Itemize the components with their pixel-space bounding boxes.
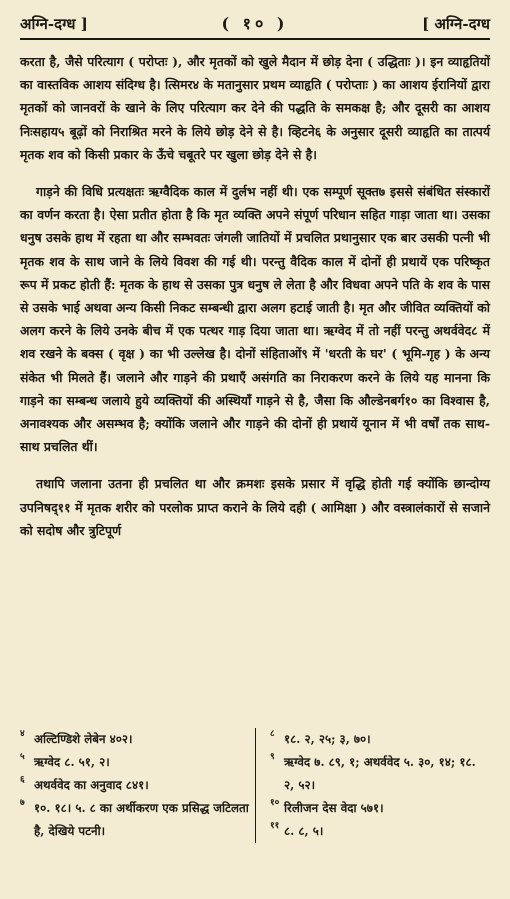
footnotes bbox=[20, 728, 490, 843]
footnote-text: १८. २, २५; ३, ७०। bbox=[284, 732, 371, 746]
paragraph-1: करता है, जैसे परित्याग ( परोप्तः ), और मृतकों को खुले मैदान में छोड़ देना ( उद्धिताः )। इन व्याहृतियों का वास्तविक आशय संदिग्ध है। त्सिमर४ के मतानुसार प्रथम व्याहृति ( परोप्ताः ) का आशय ईरानियों द्वारा मृतकों को जानवरों के खाने के लिए परित्याग कर देने की पद्धति के समकक्ष है; और दूसरी का आशय निःसहाय५ बूढ़ों को निराश्रित मरने के लिये छोड़ देने से है। व्हिटने६ के अनुसार दूसरी व्याहृति का तात्पर्य मृतक शव को किसी प्रकार के ऊँचे चबूतरे पर खुला छोड़ देने से है। bbox=[20, 54, 490, 162]
footnote bbox=[270, 751, 490, 797]
footnote bbox=[270, 797, 490, 820]
footnote bbox=[20, 751, 255, 774]
footnote-text: अथर्ववेद का अनुवाद ८४१। bbox=[34, 778, 149, 792]
footnote bbox=[270, 728, 490, 751]
footnote-number: ७ bbox=[20, 798, 25, 808]
footnote-text: ८. ८, ५। bbox=[284, 824, 324, 838]
paragraph-2: गाड़ने की विधि प्रत्यक्षतः ऋग्वैदिक काल में दुर्लभ नहीं थी। एक सम्पूर्ण सूक्त७ इससे संबंधित संस्कारों का वर्णन करता है। ऐसा प्रतीत होता है कि मृत व्यक्ति अपने संपूर्ण परिधान सहित गाड़ा जाता था। उसका धनुष उसके हाथ में रहता था और सम्भवतः जंगली जातियों में प्रचलित प्रथानुसार एक बार उसकी पत्नी भी मृतक शव के साथ जाने के लिये विवश की गई थी। परन्तु वैदिक काल में दोनों ही प्रथायें एक परिष्कृत रूप में प्रकट होती हैं: मृतक के हाथ से उसका पुत्र धनुष ले लेता है और विधवा अपने पति के शव के पास से उसके भाई अथवा अन्य किसी निकट सम्बन्धी द्वारा अलग हटाई जाती है। मृत और जीवित व्यक्तियों को अलग करने के लिये उनके बीच में एक पत्थर गाड़ दिया जाता था। ऋग्वेद में तो नहीं परन्तु अथर्ववेद८ में शव रखने के बक्स ( वृक्ष ) का भी उल्लेख है। दोनों संहिताओं९ में 'धरती के घर' ( भूमि-गृह ) के अन्य संकेत भी मिलते हैं। जलाने और गाड़ने की प्रथाएँ असंगति का निराकरण करने के लिये यह मानना कि गाड़ने का सम्बन्ध जलाये हुये व्यक्तियों की अस्थियाँ गाड़ने से है, जैसा कि औल्डेनबर्ग१० का विश्वास है, अनावश्यक और असम्भव है; क्योंकि जलाने और गाड़ने की दोनों ही प्रथायें यूनान में भी वर्षों तक साथ-साथ प्रचलित थीं। bbox=[20, 184, 490, 455]
footnotes-right-column bbox=[255, 728, 490, 843]
footnote-text: अल्टिण्डिशे लेबेन ४०२। bbox=[34, 732, 133, 746]
running-header bbox=[20, 12, 490, 40]
footnote-number: ४ bbox=[20, 729, 25, 739]
header-left: अग्नि-दग्ध ] bbox=[20, 15, 88, 33]
footnote bbox=[20, 797, 255, 843]
footnote bbox=[20, 774, 255, 797]
footnote-text: ऋग्वेद ७. ८९, १; अथर्ववेद ५. ३०, १४; १८. २, ५२। bbox=[284, 755, 476, 792]
footnote-number: १० bbox=[270, 798, 280, 808]
footnote-number: ९ bbox=[270, 752, 275, 762]
header-right: [ अग्नि-दग्ध bbox=[422, 15, 490, 33]
footnote bbox=[270, 820, 490, 843]
footnote-text: रिलीजन देस वेदा ५७१। bbox=[284, 801, 384, 815]
body-text bbox=[20, 50, 490, 542]
footnote-number: ६ bbox=[20, 775, 25, 785]
footnote-number: ५ bbox=[20, 752, 25, 762]
footnotes-left-column bbox=[20, 728, 255, 843]
page-number: ( १० ) bbox=[221, 14, 289, 33]
footnote-number: ८ bbox=[270, 729, 275, 739]
paragraph-3: तथापि जलाना उतना ही प्रचलित था और क्रमशः इसके प्रसार में वृद्धि होती गई क्योंकि छान्दोग्य उपनिषद्११ में मृतक शरीर को परलोक प्राप्त कराने के लिये दही ( आमिक्षा ) और वस्त्रालंकारों से सजाने को सदोष और त्रुटिपूर्ण bbox=[20, 476, 490, 538]
footnote-number: ११ bbox=[270, 821, 280, 831]
footnote-text: ऋग्वेद ८. ५१, २। bbox=[34, 755, 110, 769]
footnote-text: १०. १८। ५. ८ का अर्थीकरण एक प्रसिद्ध जटिलता है, देखिये पटनी। bbox=[34, 801, 249, 838]
footnote bbox=[20, 728, 255, 751]
